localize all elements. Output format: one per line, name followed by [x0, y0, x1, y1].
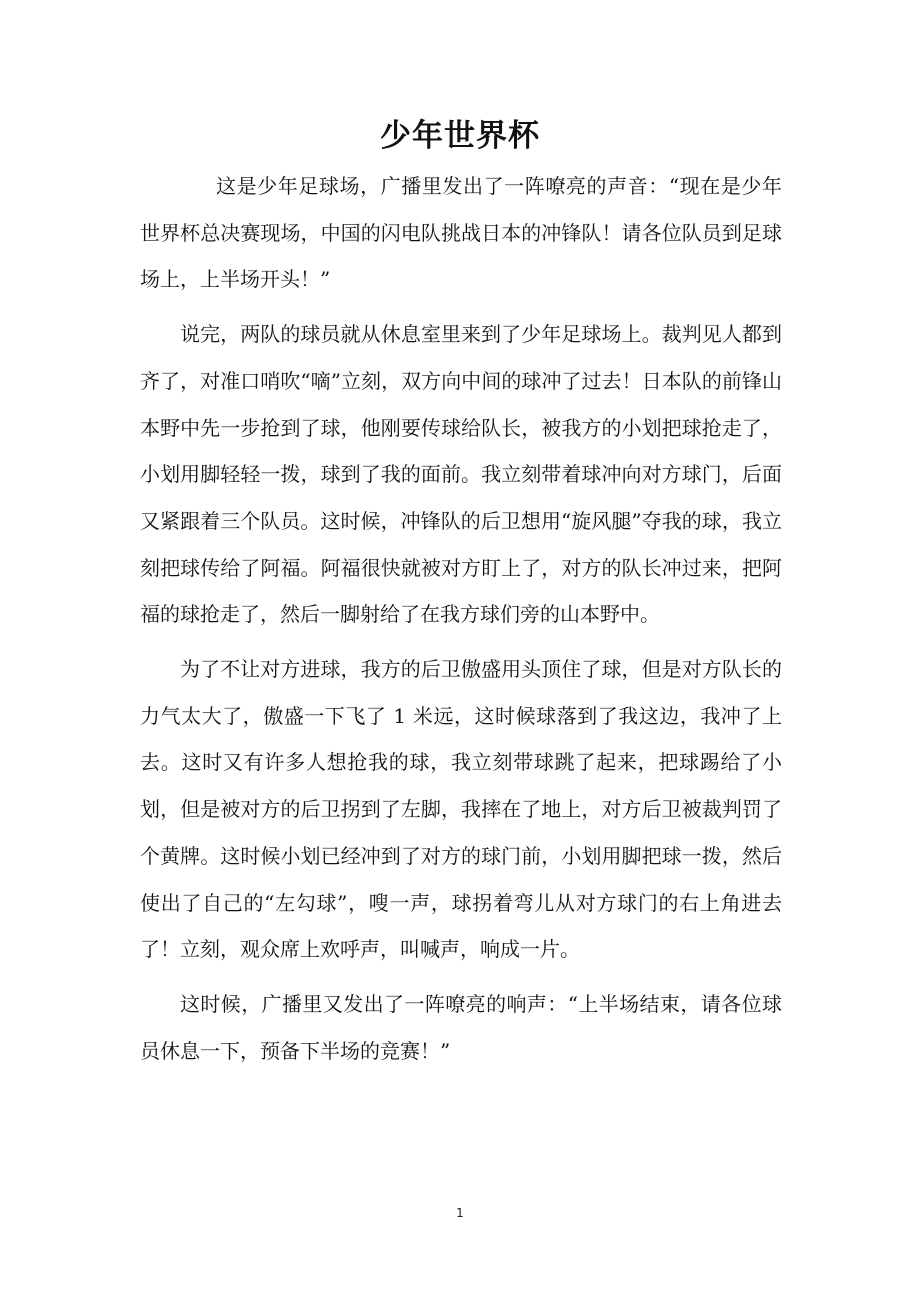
document-title: 少年世界杯: [380, 118, 540, 154]
paragraph-3: 为了不让对方进球，我方的后卫傲盛用头顶住了球，但是对方队长的力气太大了，傲盛一下飞了 1 米远，这时候球落到了我这边，我冲了上去。这时又有许多人想抢我的球，我立刻带球跳了起来，把球踢给了小划，但是被对方的后卫拐到了左脚，我摔在了地上，对方后卫被裁判罚了个黄牌。这时候小划已经冲到了对方的球门前，小划用脚把球一拨，然后使出了自己的“左勾球”，嗖一声，球拐着弯儿从对方球门的右上角进去了！立刻，观众席上欢呼声，叫喊声，响成一片。: [140, 657, 782, 962]
document-body: [140, 163, 782, 1082]
page-number: 1: [456, 1206, 464, 1220]
paragraph-1: 这是少年足球场，广播里发出了一阵嘹亮的声音：“现在是少年世界杯总决赛现场，中国的闪电队挑战日本的冲锋队！请各位队员到足球场上，上半场开头！”: [140, 174, 782, 292]
paragraph-4: 这时候，广播里又发出了一阵嘹亮的响声：“上半场结束，请各位球员休息一下，预备下半场的竞赛！”: [140, 991, 782, 1063]
paragraph-2: 说完，两队的球员就从休息室里来到了少年足球场上。裁判见人都到齐了，对准口哨吹“嘀”立刻，双方向中间的球冲了过去！日本队的前锋山本野中先一步抢到了球，他刚要传球给队长，被我方的小划把球抢走了，小划用脚轻轻一拨，球到了我的面前。我立刻带着球冲向对方球门，后面又紧跟着三个队员。这时候，冲锋队的后卫想用“旋风腿”夺我的球，我立刻把球传给了阿福。阿福很快就被对方盯上了，对方的队长冲过来，把阿福的球抢走了，然后一脚射给了在我方球们旁的山本野中。: [140, 322, 782, 627]
